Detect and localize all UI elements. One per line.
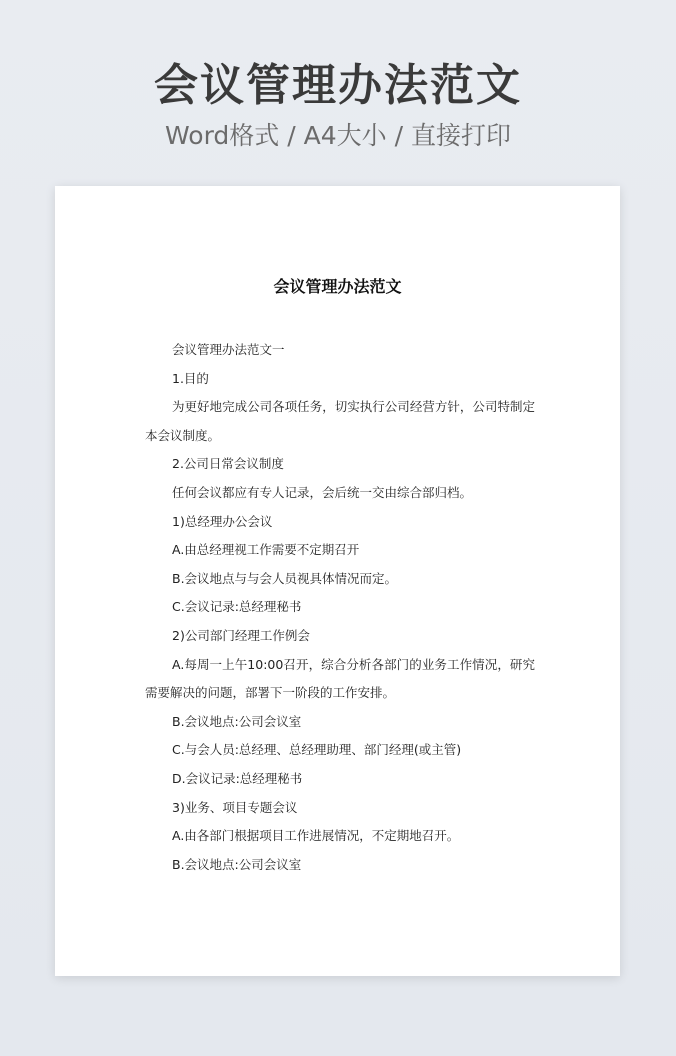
paragraph: B.会议地点:公司会议室 — [172, 713, 302, 729]
paragraph: 会议管理办法范文一 — [172, 342, 285, 357]
paragraph: A.每周一上午10:00召开，综合分析各部门的业务工作情况，研究需要解决的问题，部署下一阶段的工作安排。 — [145, 656, 535, 701]
paragraph: B.会议地点:公司会议室 — [172, 856, 302, 872]
paragraph: 3)业务、项目专题会议 — [172, 799, 298, 815]
paragraph: 1)总经理办公会议 — [172, 513, 273, 529]
paragraph: 任何会议都应有专人记录，会后统一交由综合部归档。 — [172, 484, 473, 500]
paragraph: 1.目的 — [172, 370, 209, 386]
banner-subtitle: Word格式 / A4大小 / 直接打印 — [165, 121, 511, 150]
paragraph: C.与会人员:总经理、总经理助理、部门经理(或主管) — [172, 742, 462, 758]
paragraph: B.会议地点与与会人员视具体情况而定。 — [172, 570, 398, 586]
paragraph: A.由各部门根据项目工作进展情况，不定期地召开。 — [172, 828, 460, 844]
banner-title: 会议管理办法范文 — [154, 60, 522, 111]
paragraph: C.会议记录:总经理秘书 — [172, 599, 302, 615]
paragraph: D.会议记录:总经理秘书 — [172, 770, 303, 786]
paragraph: 2.公司日常会议制度 — [172, 456, 284, 472]
document-title: 会议管理办法范文 — [273, 277, 402, 296]
paragraph: A.由总经理视工作需要不定期召开 — [172, 542, 360, 558]
document-page — [55, 186, 620, 976]
document-body — [145, 336, 535, 879]
paragraph: 2)公司部门经理工作例会 — [172, 627, 310, 643]
paragraph: 为更好地完成公司各项任务，切实执行公司经营方针，公司特制定本会议制度。 — [145, 399, 535, 443]
